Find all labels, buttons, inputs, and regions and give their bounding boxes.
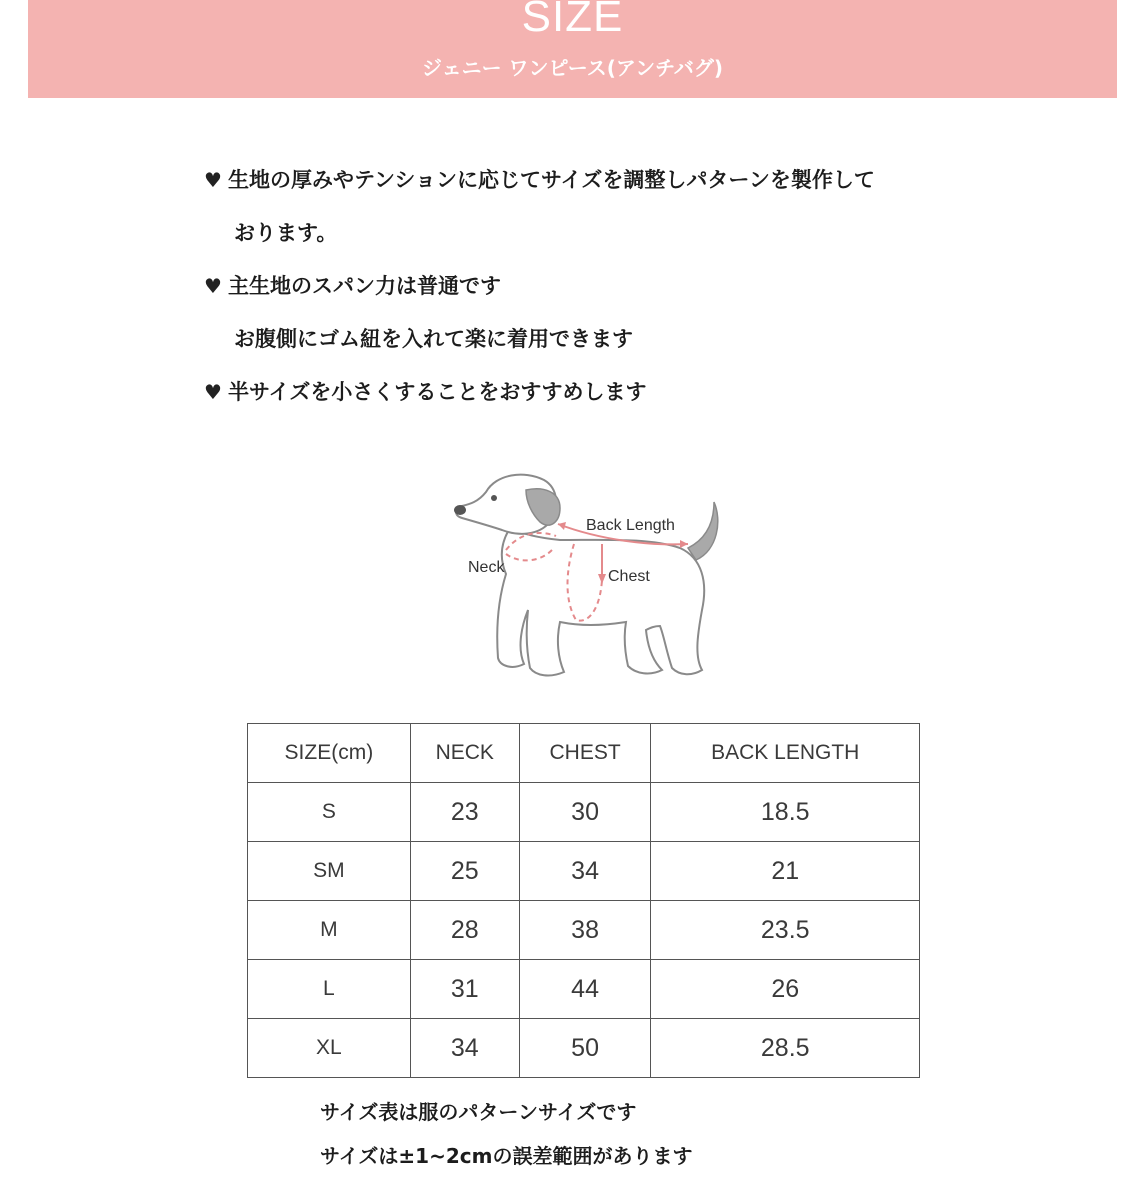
column-header: NECK	[410, 724, 519, 783]
page-title: SIZE	[521, 0, 624, 41]
heart-icon: ♥	[204, 274, 222, 298]
table-row	[248, 901, 920, 960]
disclaimer-line: サイズは±1~2cmの誤差範囲があります	[320, 1144, 693, 1168]
note-2	[204, 268, 964, 321]
neck-label: Neck	[468, 559, 505, 576]
size-notes	[204, 162, 964, 427]
header-banner	[28, 0, 1117, 98]
size-cell: S	[248, 783, 411, 842]
chest-cell: 44	[519, 960, 651, 1019]
arrow-head	[680, 540, 688, 548]
back-length-cell: 18.5	[651, 783, 920, 842]
chest-cell: 34	[519, 842, 651, 901]
product-name: ジェニー ワンピース(アンチバグ)	[421, 56, 724, 80]
chest-cell: 50	[519, 1019, 651, 1078]
arrow-head	[558, 522, 566, 530]
note-1	[204, 162, 964, 215]
back-length-cell: 21	[651, 842, 920, 901]
size-cell: XL	[248, 1019, 411, 1078]
chest-label: Chest	[608, 568, 650, 585]
table-row	[248, 960, 920, 1019]
neck-cell: 25	[410, 842, 519, 901]
neck-cell: 31	[410, 960, 519, 1019]
table-row	[248, 783, 920, 842]
chest-cell: 38	[519, 901, 651, 960]
note-text: おります。	[234, 221, 338, 245]
chest-cell: 30	[519, 783, 651, 842]
note-2-continued	[204, 321, 964, 374]
column-header: BACK LENGTH	[651, 724, 920, 783]
note-3	[204, 374, 964, 427]
size-table	[247, 723, 920, 1078]
note-text: 生地の厚みやテンションに応じてサイズを調整しパターンを製作して	[228, 168, 875, 192]
note-text: 半サイズを小さくすることをおすすめします	[228, 380, 647, 404]
back-length-cell: 26	[651, 960, 920, 1019]
heart-icon: ♥	[204, 380, 222, 404]
note-text: 主生地のスパン力は普通です	[228, 274, 501, 298]
neck-cell: 23	[410, 783, 519, 842]
disclaimer-line: サイズ表は服のパターンサイズです	[320, 1100, 637, 1124]
back-length-cell: 28.5	[651, 1019, 920, 1078]
column-header: CHEST	[519, 724, 651, 783]
dog-nose	[454, 505, 466, 515]
size-disclaimer	[320, 1094, 692, 1182]
size-cell: M	[248, 901, 411, 960]
heart-icon: ♥	[204, 168, 222, 192]
table-header-row	[248, 724, 920, 783]
dog-eye	[491, 495, 497, 501]
dog-illustration	[440, 460, 740, 690]
back-length-cell: 23.5	[651, 901, 920, 960]
back-length-label: Back Length	[586, 517, 675, 534]
neck-cell: 28	[410, 901, 519, 960]
size-cell: SM	[248, 842, 411, 901]
note-1-continued	[204, 215, 964, 268]
dog-tail	[688, 502, 718, 560]
table-row	[248, 842, 920, 901]
dog-measurement-diagram	[440, 460, 740, 690]
column-header: SIZE(cm)	[248, 724, 411, 783]
table-row	[248, 1019, 920, 1078]
dog-body	[497, 528, 704, 675]
size-cell: L	[248, 960, 411, 1019]
note-text: お腹側にゴム紐を入れて楽に着用できます	[234, 327, 633, 351]
neck-cell: 34	[410, 1019, 519, 1078]
